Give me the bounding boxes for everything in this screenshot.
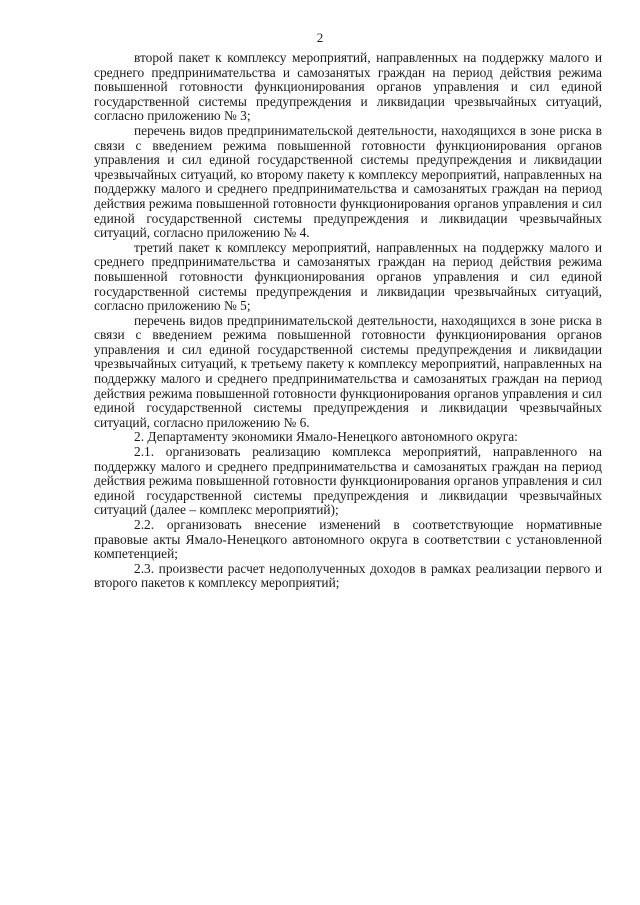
paragraph-second-package: второй пакет к комплексу мероприятий, направленных на поддержку малого и среднего предпринимательства и самозанятых граждан на период действия режима повышенной готовности функционирования органов управления и сил единой государственной системы предупреждения и ликвидации чрезвычайных ситуаций, согласно приложению № 3; — [94, 50, 602, 124]
paragraph-clause-2-2: 2.2. организовать внесение изменений в соответствующие нормативные правовые акты Ямало-Ненецкого автономного округа в соответствии с установленной компетенцией; — [94, 517, 602, 562]
paragraph-clause-2-1: 2.1. организовать реализацию комплекса мероприятий, направленного на поддержку малого и среднего предпринимательства и самозанятых граждан на период действия режима повышенной готовности функционирования органов управления и сил единой государственной системы предупреждения и ликвидации чрезвычайных ситуаций (далее – комплекс мероприятий); — [94, 444, 602, 518]
paragraph-activity-list-appendix-6: перечень видов предпринимательской деятельности, находящихся в зоне риска в связи с введением режима повышенной готовности функционирования органов управления и сил единой государственной системы предупреждения и ликвидации чрезвычайных ситуаций, к третьему пакету к комплексу мероприятий, направленных на поддержку малого и среднего предпринимательства и самозанятых граждан на период действия режима повышенной готовности функционирования органов управления и сил единой государственной системы предупреждения и ликвидации чрезвычайных ситуаций, согласно приложению № 6. — [94, 312, 602, 430]
paragraph-clause-2-3: 2.3. произвести расчет недополученных доходов в рамках реализации первого и второго пакетов к комплексу мероприятий; — [94, 560, 602, 591]
document-body — [94, 51, 602, 591]
paragraph-third-package: третий пакет к комплексу мероприятий, направленных на поддержку малого и среднего предпринимательства и самозанятых граждан на период действия режима повышенной готовности функционирования органов управления и сил единой государственной системы предупреждения и ликвидации чрезвычайных ситуаций, согласно приложению № 5; — [94, 239, 602, 314]
paragraph-clause-2: 2. Департаменту экономики Ямало-Ненецкого автономного округа: — [134, 429, 518, 445]
page-number: 2 — [316, 30, 324, 45]
paragraph-activity-list-appendix-4: перечень видов предпринимательской деятельности, находящихся в зоне риска в связи с введением режима повышенной готовности функционирования органов управления и сил единой государственной системы предупреждения и ликвидации чрезвычайных ситуаций, ко второму пакету к комплексу мероприятий, направленных на поддержку малого и среднего предпринимательства и самозанятых граждан на период действия режима повышенной готовности функционирования органов управления и сил единой государственной системы предупреждения и ликвидации чрезвычайных ситуаций, согласно приложению № 4. — [94, 122, 602, 241]
